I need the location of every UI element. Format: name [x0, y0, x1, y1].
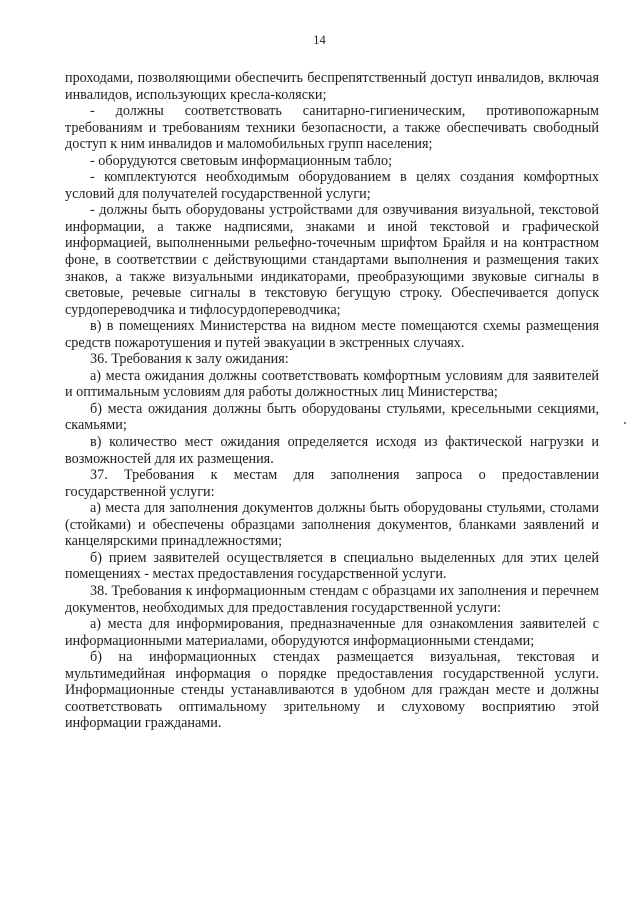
section-37-item-b: б) прием заявителей осуществляется в специально выделенных для этих целей помещениях - местах предоставления государственной услуги.: [65, 549, 599, 583]
section-38-item-a: а) места для информирования, предназначенные для ознакомления заявителей с информационными материалами, оборудуются информационными стендами;: [65, 616, 599, 649]
paragraph-evacuation-schemes: в) в помещениях Министерства на видном месте помещаются схемы размещения средств пожаротушения и путей эвакуации в экстренных случаях.: [65, 318, 599, 351]
section-38-item-b: б) на информационных стендах размещается визуальная, текстовая и мультимедийная информация о порядке предоставления государственной услуги. Информационные стенды устанавливаются в удобном для граждан месте и должны соответствовать оптимальному зрительному и слуховому восприятию этой информации гражданами.: [65, 649, 599, 732]
list-item-sanitary-requirements: - должны соответствовать санитарно-гигиеническим, противопожарным требованиям и требованиям техники безопасности, а также обеспечивать свободный доступ к ним инвалидов и маломобильных групп населения;: [65, 103, 599, 153]
section-38-heading: 38. Требования к информационным стендам с образцами их заполнения и перечнем документов, необходимых для предоставления государственной услуги:: [65, 582, 599, 616]
list-item-info-board: - оборудуются световым информационным табло;: [90, 152, 393, 169]
scan-speck: [624, 422, 626, 424]
section-36-item-a: а) места ожидания должны соответствовать комфортным условиям для заявителей и оптимальным условиям для работы должностных лиц Министерства;: [65, 367, 599, 401]
section-36-heading: 36. Требования к залу ожидания:: [90, 351, 289, 368]
list-item-accessibility-devices: - должны быть оборудованы устройствами для озвучивания визуальной, текстовой информации, а также надписями, знаками и иной текстовой и графической информацией, выполненными рельефно-точечным шрифтом Брайля и на контрастном фоне, в соответствии с действующими стандартами выполнения и размещения таких знаков, а также визуальными индикаторами, преобразующими звуковые сигналы в световые, речевые сигналы в текстовую бегущую строку. Обеспечивается допуск сурдопереводчика и тифлосурдопереводчика;: [65, 202, 599, 318]
section-37-heading: 37. Требования к местам для заполнения запроса о предоставлении государственной услуги:: [65, 467, 599, 500]
paragraph-continuation: проходами, позволяющими обеспечить беспрепятственный доступ инвалидов, включая инвалидов, использующих кресла-коляски;: [65, 70, 599, 103]
list-item-equipment: - комплектуются необходимым оборудованием в целях создания комфортных условий для получателей государственной услуги;: [65, 169, 599, 202]
section-36-item-v: в) количество мест ожидания определяется исходя из фактической нагрузки и возможностей для их размещения.: [65, 434, 599, 467]
section-36-item-b: б) места ожидания должны быть оборудованы стульями, кресельными секциями, скамьями;: [65, 400, 599, 434]
document-body: [65, 70, 599, 732]
section-37-item-a: а) места для заполнения документов должны быть оборудованы стульями, столами (стойками) и обеспечены образцами заполнения документов, бланками заявлений и канцелярскими принадлежностями;: [65, 500, 599, 550]
page-number: 14: [313, 33, 326, 47]
